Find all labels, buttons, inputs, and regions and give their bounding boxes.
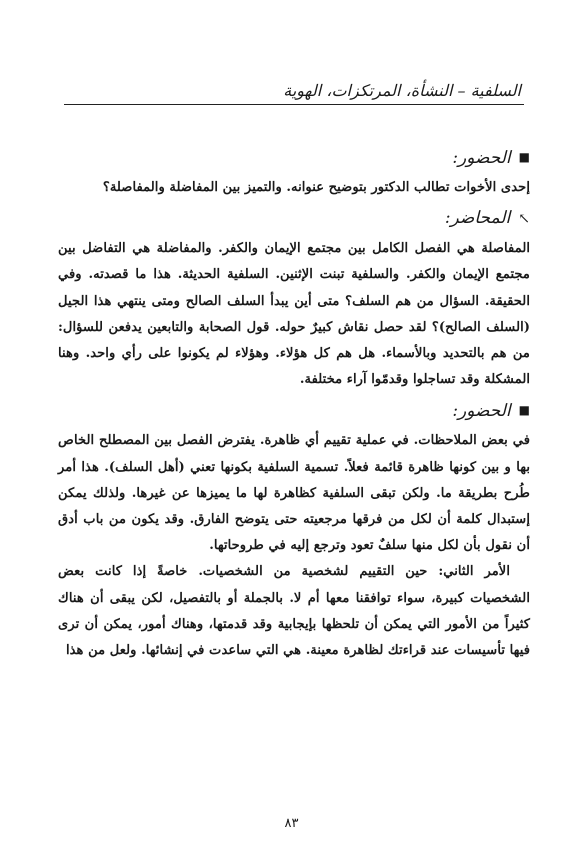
page-number: ٨٣ [284,816,299,831]
square-bullet-icon: ■ [518,150,530,164]
speaker-heading-audience-1 [58,142,530,173]
speaker-label: الحضور: [452,148,511,168]
paragraph-question: إحدى الأخوات تطالب الدكتور بتوضيح عنوانه. والتميز بين المفاضلة والمفاصلة؟ [102,180,530,195]
square-bullet-icon: ■ [518,403,530,418]
speaker-heading-audience-2 [58,395,530,426]
paragraph-lecturer-answer: المفاصلة هي الفصل الكامل بين مجتمع الإيمان والكفر. والمفاضلة هي التفاضل بين مجتمع الإيمان والكفر. والسلفية تبنت الإثنين. السلفية الحديثة. هذا ما قصدته. وفي الحقيقة. السؤال من هم السلف؟ متى أين يبدأ السلف الصالح ومتى ينتهي هذا الجيل (السلف الصالح)؟ لقد حصل نقاش كبيرٌ حوله. قول الصحابة والتابعين يدفعن للسؤال: من هم بالتحديد وبالأسماء. هل هم كل هؤلاء. وهؤلاء لم يكونوا على رأي واحد. وهنا المشكلة وقد تساجلوا وقدمّوا آراء مختلفة. [58,241,530,388]
speaker-label: المحاضر: [444,208,511,229]
speaker-heading-lecturer [58,203,530,234]
speaker-label: الحضور: [452,401,511,422]
running-header: السلفية – النشأة، المرتكزات، الهوية [283,81,521,100]
paragraph-second-point: الأمر الثاني: حين التقييم لشخصية من الشخصيات. خاصةً إذا كانت بعض الشخصيات كبيرة، سواء توافقنا معها أم لا. بالجملة أو بالتفصيل، لكن يبقى أن هناك كثيراً من الأمور التي يمكن أن تلحظها بإيجابية وقد قدمتها، وهناك أمور، يمكن أن ترى فيها تأسيسات عند قراءتك لظاهرة معينة. هي التي ساعدت في إنشائها. ولعل من هذا [58,564,530,659]
paragraph-audience-remarks: في بعض الملاحظات. في عملية تقييم أي ظاهرة. يفترض الفصل بين المصطلح الخاص بها و بين كونها ظاهرة قائمة فعلاً. تسمية السلفية بكونها تعني (أهل السلف). هذا أمر طُرح بطريقة ما. ولكن تبقى السلفية كظاهرة لها ما يميزها عن غيرها. ولذلك يمكن إستبدال كلمة أن لكل من فرقها مرجعيته حتى يتوضح الفارق. وقد يكون من باب أدق أن نقول بأن لكل منها سلفٌ تعود وترجع إليه في طروحاتها. [58,433,530,554]
page-body [58,140,530,664]
header-rule [64,104,524,105]
arrow-marker-icon: ↖ [518,211,530,228]
